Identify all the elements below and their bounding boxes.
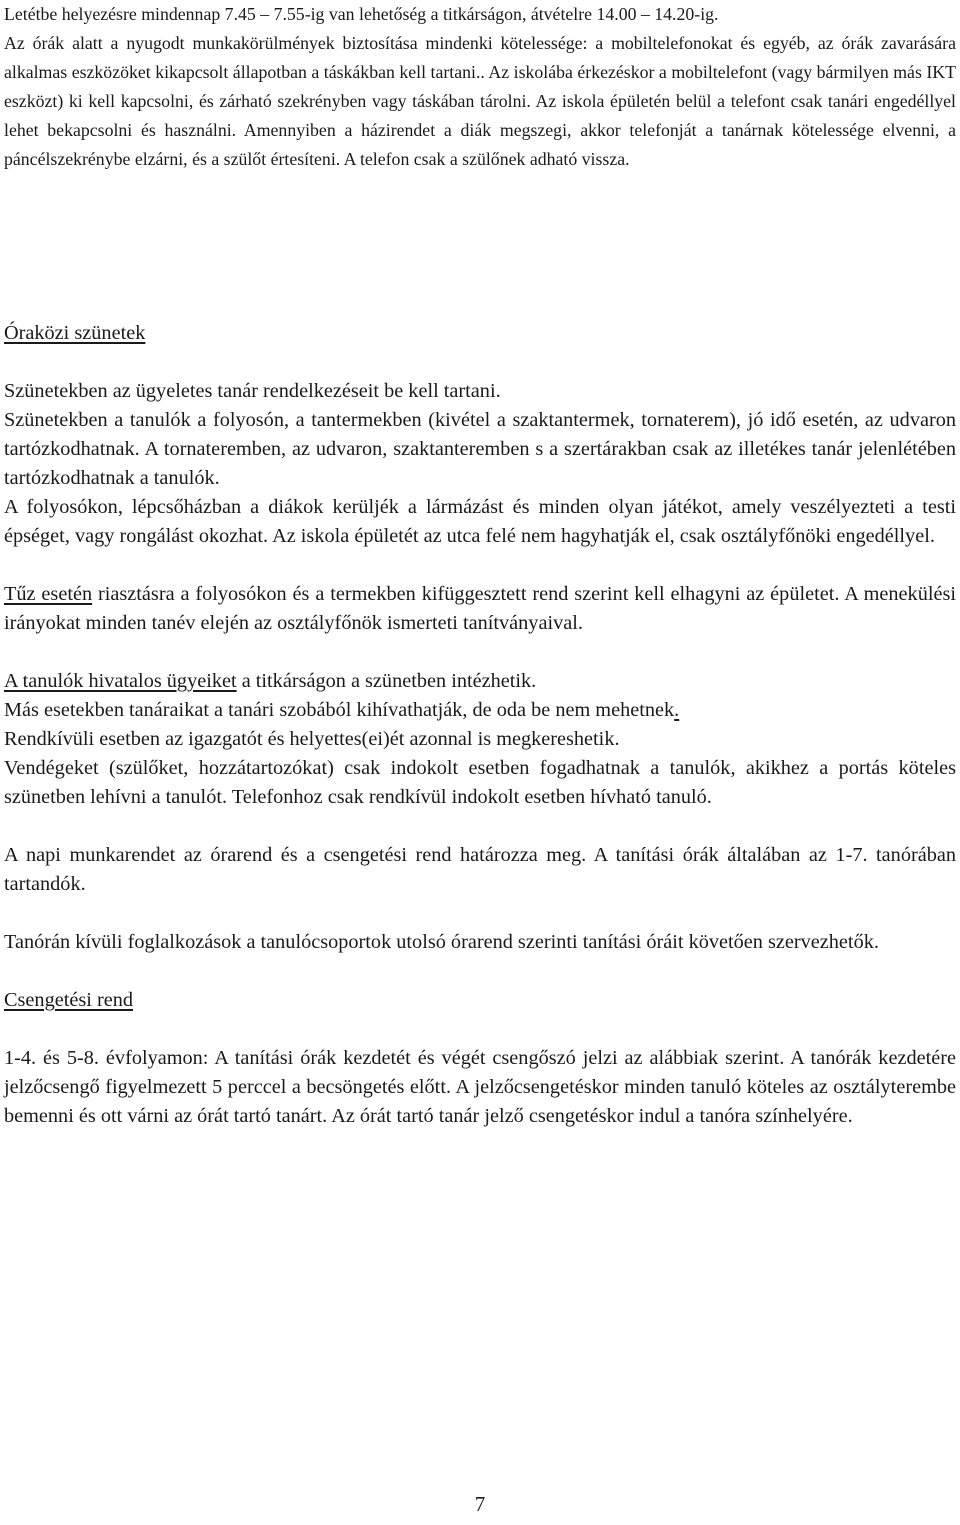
page-number: 7: [474, 1492, 486, 1516]
phone-rules-block: [4, 0, 956, 174]
deposit-times-line: Letétbe helyezésre mindennap 7.45 – 7.55-ig van lehetőség a titkárságon, átvételre 14.00 – 14.20-ig.: [4, 4, 719, 24]
daily-schedule-paragraph: A napi munkarendet az órarend és a csengetési rend határozza meg. A tanítási órák általában az 1-7. tanórában tartandók.: [4, 844, 956, 895]
phone-rules-paragraph: Az órák alatt a nyugodt munkakörülmények biztosítása mindenki kötelessége: a mobiltelefonokat és egyéb, az órák zavarására alkalmas eszközöket kikapcsolt állapotban a táskákban kell tartani.. Az iskolába érkezéskor a mobiltelefont (vagy bármilyen más IKT eszközt) ki kell kapcsolni, és zárható szekrényben vagy táskában tárolni. Az iskola épületén belül a telefont csak tanári engedéllyel lehet bekapcsolni és használni. Amennyiben a házirendet a diák megszegi, akkor telefonját a tanárnak kötelessége elvenni, a páncélszekrénybe elzárni, és a szülőt értesíteni. A telefon csak a szülőnek adható vissza.: [4, 33, 956, 169]
breaks-heading: Óraközi szünetek: [4, 322, 146, 344]
fire-label: Tűz esetén: [4, 583, 93, 605]
other-cases-paragraph: [4, 696, 956, 725]
breaks-p3: A folyosókon, lépcsőházban a diákok kerüljék a lármázást és minden olyan játékot, amely veszélyezteti a testi épséget, vagy rongálást okozhat. Az iskola épületét az utca felé nem hagyhatják el, csak osztályfőnöki engedéllyel.: [4, 496, 956, 547]
official-label: A tanulók hivatalos ügyeiket: [4, 670, 237, 692]
bell-paragraph: 1-4. és 5-8. évfolyamon: A tanítási órák kezdetét és végét csengőszó jelzi az alábbiak szerint. A tanórák kezdetére jelzőcsengő figyelmezett 5 perccel a becsöngetés előtt. A jelzőcsengetéskor minden tanuló köteles az osztályterembe bemenni és ott várni az órát tartó tanárt. Az órát tartó tanár jelző csengetéskor indul a tanóra színhelyére.: [4, 1047, 956, 1127]
extra-activities-paragraph: Tanórán kívüli foglalkozások a tanulócsoportok utolsó órarend szerinti tanítási óráit követően szervezhetők.: [4, 931, 879, 953]
official-text: a titkárságon a szünetben intézhetik.: [236, 670, 537, 692]
guests-paragraph: Vendégeket (szülőket, hozzátartozókat) csak indokolt esetben fogadhatnak a tanulók, akikhez a portás köteles szünetben lehívni a tanulót. Telefonhoz csak rendkívül indokolt esetben hívható tanuló.: [4, 757, 956, 808]
emergency-paragraph: Rendkívüli esetben az igazgatót és helyettes(ei)ét azonnal is megkereshetik.: [4, 728, 620, 750]
official-paragraph: [4, 667, 956, 696]
breaks-p2: Szünetekben a tanulók a folyosón, a tantermekben (kivétel a szaktantermek, tornaterem), jó idő esetén, az udvaron tartózkodhatnak. A tornateremben, az udvaron, szaktanteremben s a szertárakban csak az illetékes tanár jelenlétében tartózkodhatnak a tanulók.: [4, 409, 956, 489]
other-cases-dot: .: [674, 699, 680, 721]
breaks-section: [4, 319, 956, 1131]
breaks-p1: Szünetekben az ügyeletes tanár rendelkezéseit be kell tartani.: [4, 380, 501, 402]
fire-paragraph: [4, 580, 956, 638]
fire-text: riasztásra a folyosókon és a termekben kifüggesztett rend szerint kell elhagyni az épületet. A menekülési irányokat minden tanév elején az osztályfőnök ismerteti tanítványaival.: [4, 583, 957, 634]
bell-heading: Csengetési rend: [4, 989, 133, 1011]
other-cases-text: Más esetekben tanáraikat a tanári szobából kihívathatják, de oda be nem mehetnek: [4, 699, 675, 721]
